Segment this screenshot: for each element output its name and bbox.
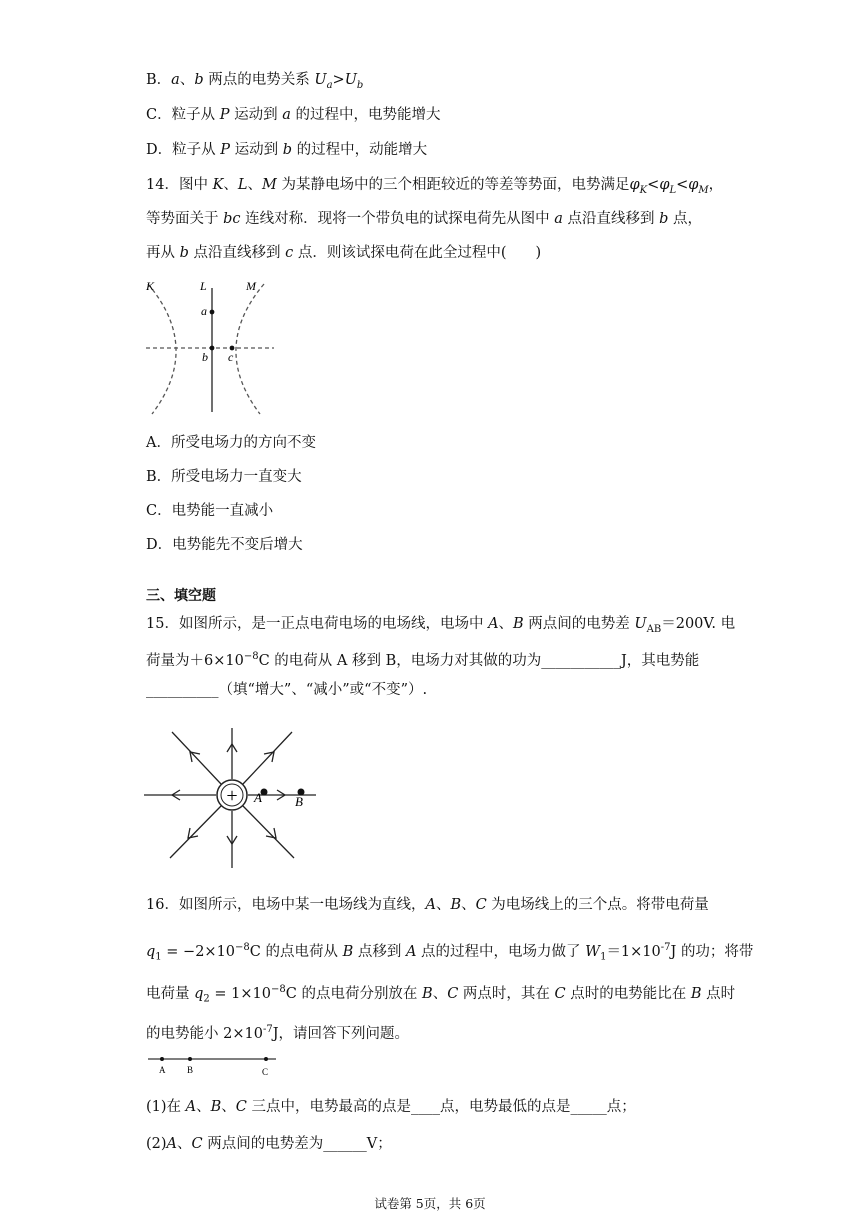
field-line-upleft <box>172 732 221 784</box>
q14-option-d: D．电势能先不变后增大 <box>146 537 303 553</box>
field-line-downright <box>243 806 294 858</box>
q16-stem-line4: 的电势能小 $2\times 10^{-7}J$，请回答下列问题。 <box>146 1024 409 1042</box>
surface-k <box>148 284 176 414</box>
label-b: b <box>202 350 208 364</box>
label-a: a <box>201 304 207 318</box>
q14-equipotential-figure <box>140 276 280 421</box>
field-line-downleft <box>170 806 221 858</box>
q16-sub-question-1: (1)在 A、B、C 三点中，电势最高的点是____点，电势最低的点是_____点； <box>146 1099 636 1115</box>
label-m: M <box>246 279 256 293</box>
q16-stem-line2: $q_1 = -2\times 10^{-8}C$ 的点电荷从 B 点移到 A 点的过程中，电场力做了 $W_1=1\times 10^{-7}J$ 的功；将带 <box>146 942 754 963</box>
q14-stem-line2: 等势面关于 bc 连线对称．现将一个带负电的试探电荷先从图中 a 点沿直线移到 b 点， <box>146 211 703 227</box>
field-line-upright <box>243 732 292 784</box>
label-c: c <box>228 350 234 364</box>
q15-stem-line3: __________（填“增大”、“减小”或“不变”）. <box>146 682 428 698</box>
q15-stem-line1: 15．如图所示，是一正点电荷电场的电场线，电场中 A、B 两点间的电势差 $U_{AB}=200V$. 电 <box>146 616 736 635</box>
q16-stem-line3: 电荷量 $q_2 = 1\times 10^{-8}C$ 的点电荷分别放在 B、C 两点时，其在 C 点时的电势能比在 B 点时 <box>146 984 736 1005</box>
point-C <box>264 1057 268 1061</box>
label-B: B <box>187 1065 194 1075</box>
label-A: A <box>159 1065 166 1075</box>
q14-option-c: C．电势能一直减小 <box>146 503 274 519</box>
q16-line-figure <box>140 1054 280 1078</box>
point-a <box>210 310 215 315</box>
surface-m <box>236 284 264 414</box>
q16-stem-line1: 16．如图所示，电场中某一电场线为直线，A、B、C 为电场线上的三个点。将带电荷量 <box>146 897 709 913</box>
point-B <box>188 1057 192 1061</box>
label-l: L <box>200 279 207 293</box>
q14-option-b: B．所受电场力一直变大 <box>146 469 302 485</box>
q13-option-d: D．粒子从 P 运动到 b 的过程中，动能增大 <box>146 142 428 158</box>
label-C: C <box>262 1067 269 1077</box>
point-b <box>210 346 215 351</box>
label-k: K <box>146 279 155 293</box>
label-B: B <box>295 794 303 809</box>
q14-option-a: A．所受电场力的方向不变 <box>146 435 316 451</box>
q13-option-b: B．a、b 两点的电势关系 $U_a>U_b$ <box>146 72 364 91</box>
q15-stem-line2: 荷量为$+6\times 10^{-8}C$ 的电荷从 A 移到 B，电场力对其做的功为___________J，其电势能 <box>146 651 700 669</box>
label-A: A <box>254 790 262 805</box>
point-A <box>160 1057 164 1061</box>
plus-sign: + <box>226 785 238 807</box>
section-title-fill-blank: 三、填空题 <box>146 588 216 604</box>
q13-option-c: C．粒子从 P 运动到 a 的过程中，电势能增大 <box>146 107 441 123</box>
q16-sub-question-2: (2)A、C 两点间的电势差为______V； <box>146 1136 392 1152</box>
page-footer: 试卷第 5页，共 6页 <box>374 1196 486 1211</box>
q15-field-lines-figure <box>140 722 320 870</box>
q14-stem-line1: 14．图中 K、L、M 为某静电场中的三个相距较近的等差等势面，电势满足$\varphi_K<\varphi_L<\varphi_M$， <box>146 177 724 196</box>
q14-stem-line3: 再从 b 点沿直线移到 c 点．则该试探电荷在此全过程中( ) <box>146 245 542 261</box>
